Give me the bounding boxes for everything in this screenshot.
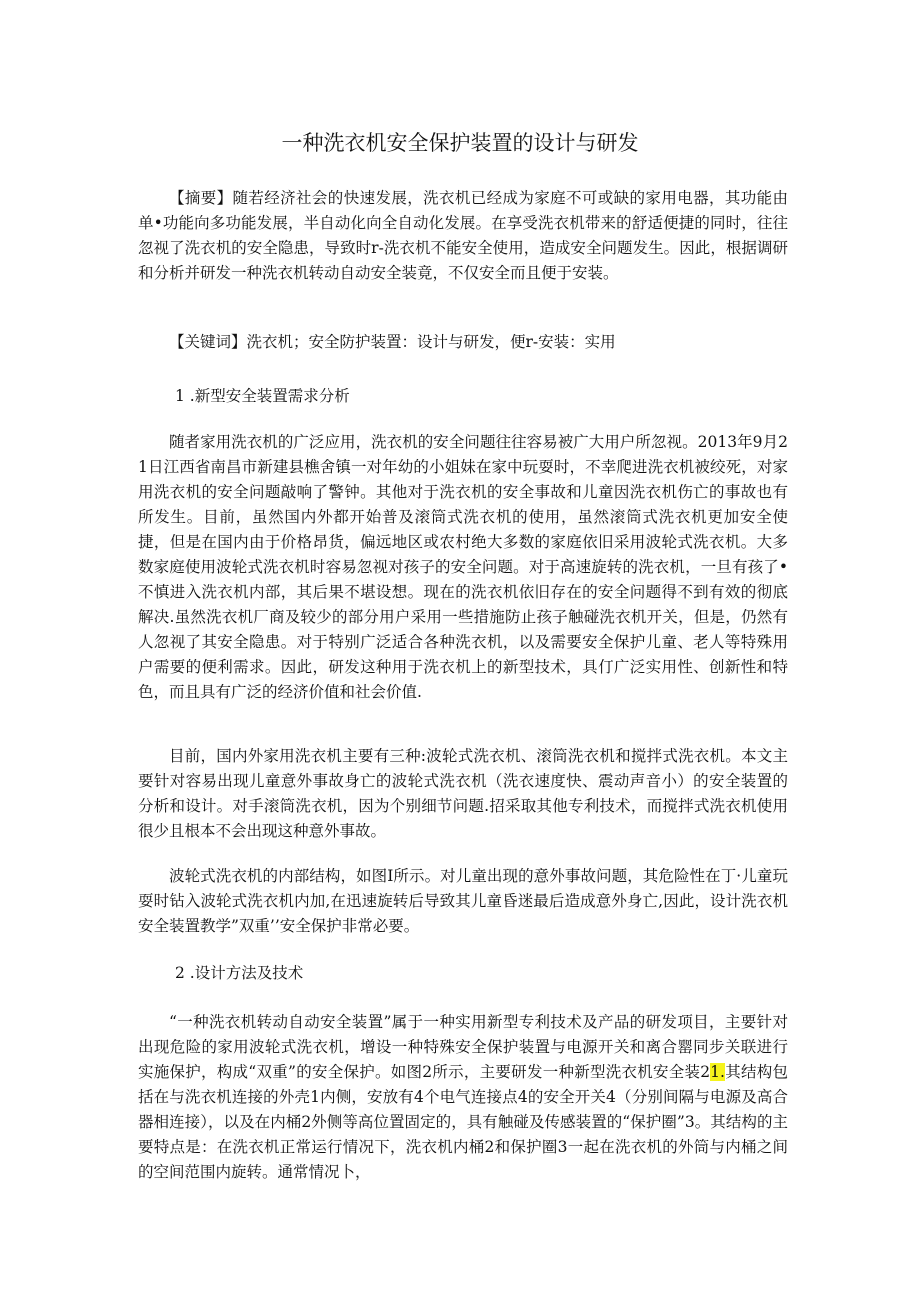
section-1-paragraph-1: 随者家用洗衣机的广泛应用，洗衣机的安全问题往往容易被广大用户所忽视。2013年9月21日江西省南昌市新建县樵舍镇一对年幼的小姐妹在家中玩耍时，不幸爬进洗衣机被绞死，对家用洗衣机的安全问题敲响了警钟。其他对于洗衣机的安全事故和儿童因洗衣机伤亡的事故也有所发生。目前，虽然国内外都开始普及滚筒式洗衣机的使用，虽然滚筒式洗衣机更加安全使捷，但是在国内由于价格昂货，偏远地区或农村绝大多数的家庭依旧采用波轮式洗衣机。大多数家庭使用波轮式洗衣机时容易忽视对孩子的安全问题。对于高速旋转的洗衣机，一旦有孩了•不慎进入洗衣机内部，其后果不堪设想。现在的洗衣机依旧存在的安全问题得不到有效的彻底解决.虽然洗衣机厂商及较少的部分用户采用一些措施防止孩子触碰洗衣机开关，但是，仍然有人忽视了其安全隐患。对于特别广泛适合各种洗衣机，以及需要安全保护儿童、老人等特殊用户需要的便利需求。因此，研发这种用于洗衣机上的新型技术，具仃广泛实用性、创新性和特色，而且具有广泛的经济价值和社会价值. (138, 433, 788, 701)
section-2-heading: 2 .设计方法及技术 (175, 964, 304, 982)
section-1-heading: 1 .新型安全装置需求分析 (175, 387, 350, 405)
section-1-paragraph-3: 波轮式洗衣机的内部结构，如图I所示。对儿童出现的意外事故问题，其危险性在丁·儿童玩耍时钻入波轮式洗衣机内加,在迅速旋转后导致其儿童昏迷最后造成意外身亡,因此，设计洗衣机安全装置教学”双重’’安全保护非常必要。 (138, 867, 788, 935)
section-2-text-part-b: 其结构包括在与洗衣机连接的外壳1内侧，安放有4个电气连接点4的安全开关4（分别间隔与电源及高合器相连接），以及在内桶2外侧等高位置固定的，具有触碰及传感装置的“保护圈”3。其结构的主要特点是：在洗衣机正常运行情况下，洗衣机内桶2和保护圈3一起在洗衣机的外筒与内桶之间的空间范围内旋转。通常情况卜， (138, 1063, 788, 1181)
highlighted-text: 1. (710, 1063, 725, 1081)
page-title: 一种洗衣机安全保护装置的设计与研发 (281, 131, 639, 155)
keywords-paragraph: 【关键词】洗衣机；安全防护装置：设计与研发，便r-安装：实用 (169, 333, 616, 351)
section-2-paragraph-1 (138, 1010, 788, 1185)
section-2-text-part-a: “一种洗衣机转动自动安全装置”属于一种实用新型专利技术及产品的研发项目，主要针对出现危险的家用波轮式洗衣机，增设一种特殊安全保护装置与电源开关和离合罂同步关联进行实施保护，构成“双重”的安全保护。如图2所示，主要研发一种新型洗衣机安全装2 (138, 1013, 788, 1081)
section-1-paragraph-2: 目前，国内外家用洗衣机主要有三种:波轮式洗衣机、滚筒洗衣机和搅拌式洗衣机。本文主要针对容易出现儿童意外事故身亡的波轮式洗衣机（洗衣速度快、震动声音小）的安全装置的分析和设计。对手滚筒洗衣机，因为个别细节问题.招采取其他专利技术，而搅拌式洗衣机使用很少且根本不会出现这种意外事故。 (138, 747, 788, 840)
abstract-paragraph: 【摘要】随若经济社会的快速发展，洗衣机已经成为家庭不可或缺的家用电器，其功能由单•功能向多功能发展，半自动化向全自动化发展。在享受洗衣机带来的舒适便捷的同时，往往忽视了洗衣机的安全隐患，导致时r-洗衣机不能安全使用，造成安全问题发生。因此，根据调研和分析并研发一种洗衣机转动自动安全装竟，不仅安全而且便于安装。 (138, 189, 788, 282)
